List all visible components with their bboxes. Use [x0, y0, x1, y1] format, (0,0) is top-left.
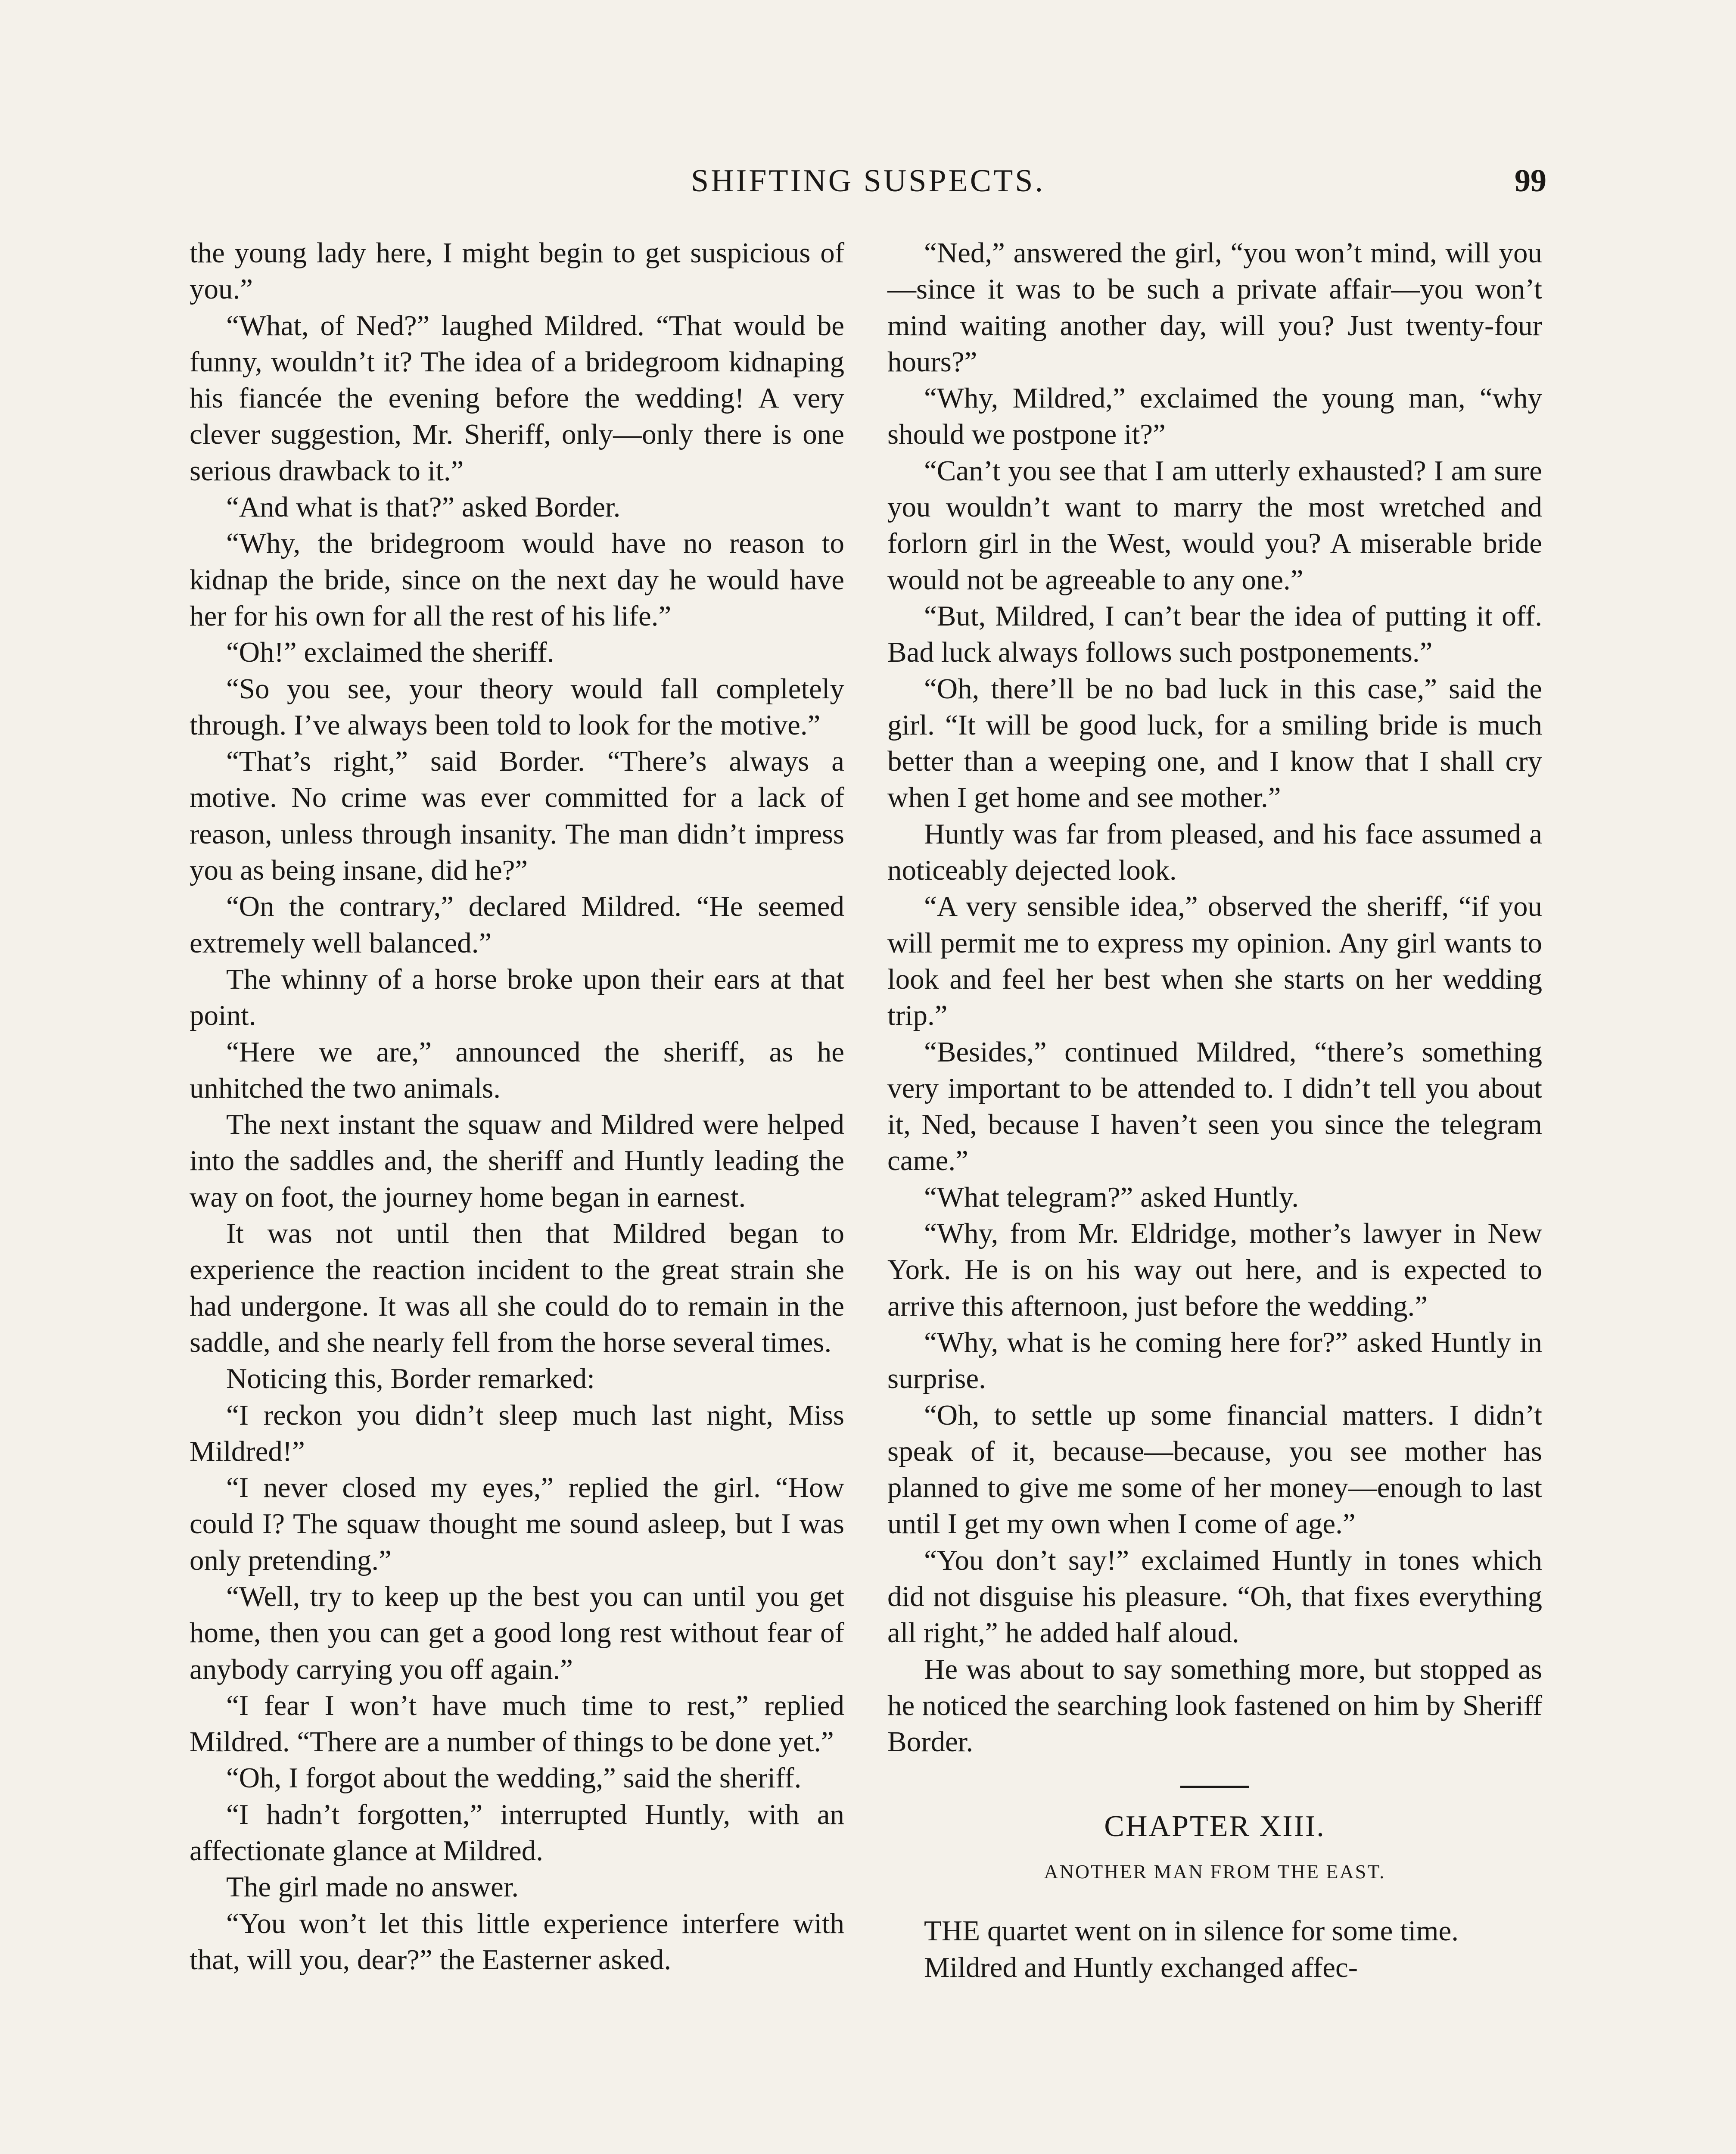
paragraph: “Can’t you see that I am utterly exhausted? I am sure you wouldn’t want to marry the most wretched and forlorn girl in the West, would you? A miserable bride would not be agreeable to any one.”: [887, 454, 1542, 596]
paragraph: Mildred and Huntly exchanged affec-: [924, 1951, 1358, 1983]
running-title: SHIFTING SUSPECTS.: [691, 163, 1045, 199]
paragraph: “On the contrary,” declared Mildred. “He seemed extremely well balanced.”: [190, 890, 844, 959]
paragraph: “I fear I won’t have much time to rest,” replied Mildred. “There are a number of things to be done yet.”: [190, 1689, 844, 1758]
paragraph: “Ned,” answered the girl, “you won’t mind, will you—since it was to be such a private affair—you won’t mind waiting another day, will you? Just twenty-four hours?”: [887, 237, 1542, 378]
paragraph: the young lady here, I might begin to get suspicious of you.”: [190, 237, 844, 305]
paragraph: “Here we are,” announced the sheriff, as he unhitched the two animals.: [190, 1036, 844, 1104]
paragraph: He was about to say something more, but stopped as he noticed the searching look fastened on him by Sheriff Border.: [887, 1653, 1542, 1758]
paragraph: “You won’t let this little experience interfere with that, will you, dear?” the Easterner asked.: [190, 1907, 844, 1976]
paragraph: “What, of Ned?” laughed Mildred. “That would be funny, wouldn’t it? The idea of a bridegroom kidnaping his fiancée the evening before the wedding! A very clever suggestion, Mr. Sheriff, only—only there is one serious drawback to it.”: [190, 309, 844, 487]
paragraph: “I hadn’t forgotten,” interrupted Huntly, with an affectionate glance at Mildred.: [190, 1798, 844, 1867]
paragraph: “Besides,” continued Mildred, “there’s something very important to be attended to. I didn’t tell you about it, Ned, because I haven’t seen you since the telegram came.”: [887, 1036, 1542, 1177]
paragraph: “Oh, there’ll be no bad luck in this case,” said the girl. “It will be good luck, for a smiling bride is much better than a weeping one, and I know that I shall cry when I get home and see mother.”: [887, 672, 1542, 814]
running-head: [190, 159, 1546, 202]
paragraph: “So you see, your theory would fall completely through. I’ve always been told to look for the motive.”: [190, 672, 844, 741]
paragraph: “Why, from Mr. Eldridge, mother’s lawyer in New York. He is on his way out here, and is expected to arrive this afternoon, just before the wedding.”: [887, 1217, 1542, 1322]
left-column: [190, 235, 844, 1978]
paragraph: “And what is that?” asked Border.: [226, 491, 621, 523]
paragraph: It was not until then that Mildred began to experience the reaction incident to the great strain she had undergone. It was all she could do to remain in the saddle, and she nearly fell from the horse several times.: [190, 1217, 844, 1358]
paragraph: “That’s right,” said Border. “There’s always a motive. No crime was ever committed for a lack of reason, unless through insanity. The man didn’t impress you as being insane, did he?”: [190, 745, 844, 887]
paragraph: “Why, Mildred,” exclaimed the young man, “why should we postpone it?”: [887, 382, 1542, 451]
paragraph: “A very sensible idea,” observed the sheriff, “if you will permit me to express my opinion. Any girl wants to look and feel her best when she starts on her wedding trip.”: [887, 890, 1542, 1032]
paragraph: THE quartet went on in silence for some time.: [924, 1915, 1459, 1947]
paragraph: “Oh!” exclaimed the sheriff.: [226, 636, 554, 669]
paragraph: Huntly was far from pleased, and his face assumed a noticeably dejected look.: [887, 818, 1542, 887]
paragraph: “But, Mildred, I can’t bear the idea of putting it off. Bad luck always follows such postponements.”: [887, 600, 1542, 669]
paragraph: “I reckon you didn’t sleep much last night, Miss Mildred!”: [190, 1399, 844, 1467]
paragraph: “I never closed my eyes,” replied the girl. “How could I? The squaw thought me sound asleep, but I was only pretending.”: [190, 1472, 844, 1576]
paragraph: “Well, try to keep up the best you can until you get home, then you can get a good long rest without fear of anybody carrying you off again.”: [190, 1580, 844, 1685]
chapter-subtitle: ANOTHER MAN FROM THE EAST.: [1044, 1861, 1386, 1883]
page-number: 99: [1515, 163, 1546, 199]
paragraph: “Why, what is he coming here for?” asked Huntly in surprise.: [887, 1326, 1542, 1395]
paragraph: “What telegram?” asked Huntly.: [924, 1181, 1299, 1213]
paragraph: The girl made no answer.: [226, 1871, 519, 1903]
paragraph: Noticing this, Border remarked:: [226, 1363, 595, 1395]
paragraph: “Oh, I forgot about the wedding,” said the sheriff.: [226, 1762, 802, 1794]
paragraph: “You don’t say!” exclaimed Huntly in tones which did not disguise his pleasure. “Oh, that fixes everything all right,” he added half aloud.: [887, 1544, 1542, 1649]
paragraph: The whinny of a horse broke upon their ears at that point.: [190, 963, 844, 1032]
paragraph: “Oh, to settle up some financial matters. I didn’t speak of it, because—because, you see mother has planned to give me some of her money—enough to last until I get my own when I come of age.”: [887, 1399, 1542, 1540]
chapter-title: CHAPTER XIII.: [1104, 1810, 1325, 1843]
chapter-divider-rule: [1180, 1786, 1249, 1788]
paragraph: The next instant the squaw and Mildred were helped into the saddles and, the sheriff and Huntly leading the way on foot, the journey home began in earnest.: [190, 1108, 844, 1213]
paragraph: “Why, the bridegroom would have no reason to kidnap the bride, since on the next day he would have her for his own for all the rest of his life.”: [190, 527, 844, 632]
right-column: [887, 235, 1542, 1986]
